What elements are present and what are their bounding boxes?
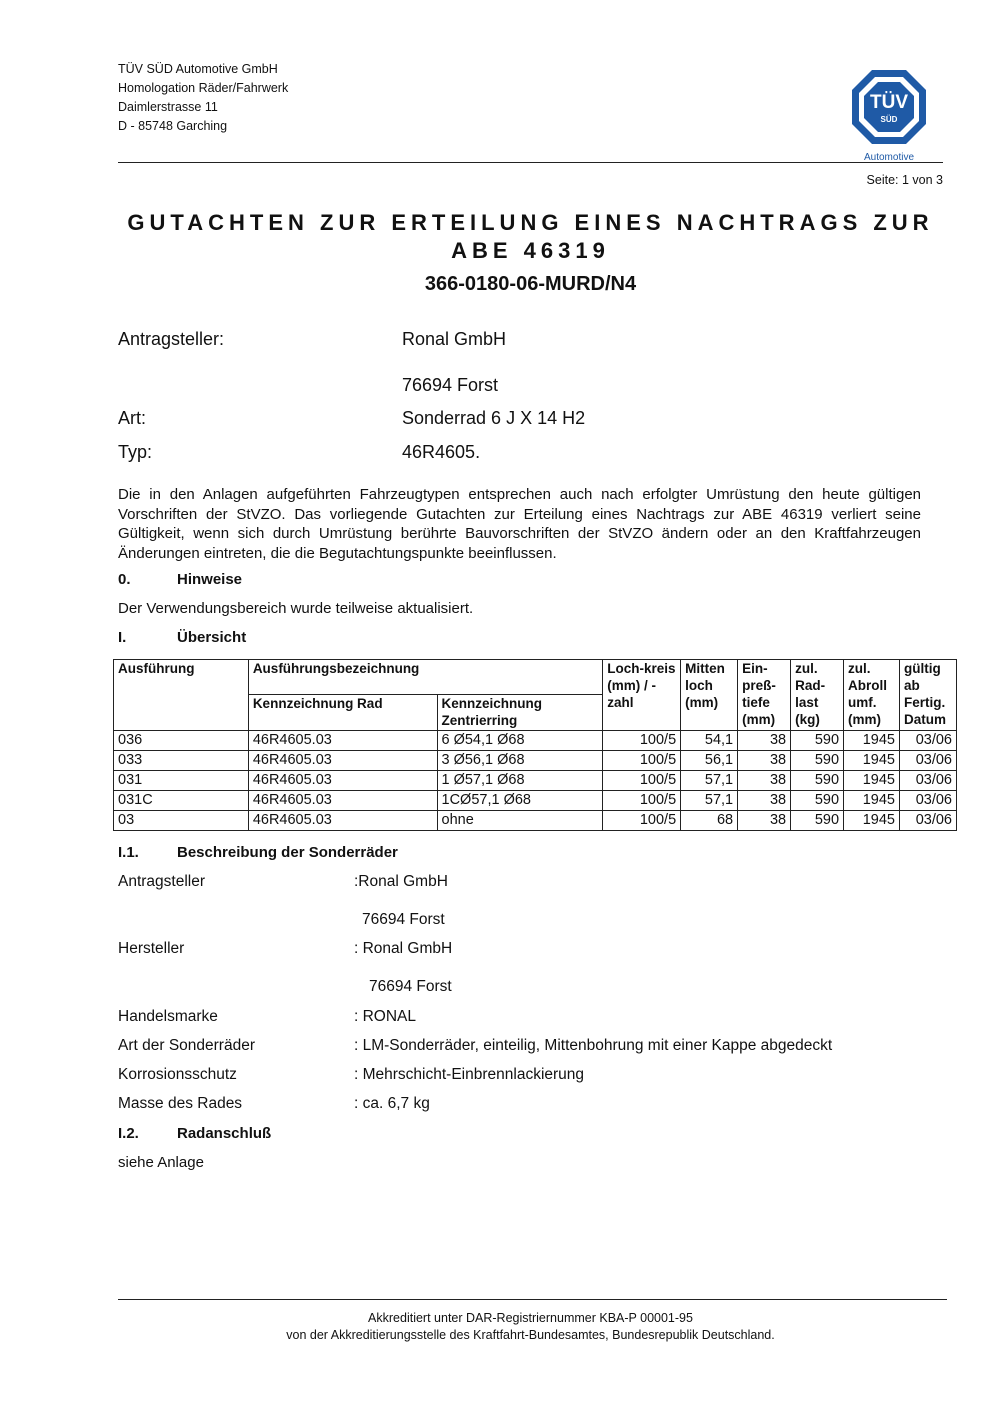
antragsteller-value: :Ronal GmbH xyxy=(354,873,448,890)
footer-divider xyxy=(118,1299,947,1300)
table-row xyxy=(114,791,957,811)
handelsmarke-value: : RONAL xyxy=(354,1008,417,1025)
applicant-name: Ronal GmbH xyxy=(402,329,507,349)
address-line: TÜV SÜD Automotive GmbH xyxy=(118,62,278,76)
logo-text: TÜV xyxy=(870,92,908,113)
section-number: 0. xyxy=(118,571,131,588)
footer-line-2: von der Akkreditierungsstelle des Kraftfahrt-Bundesamtes, Bundesrepublik Deutschland. xyxy=(286,1328,775,1342)
address-line: D - 85748 Garching xyxy=(118,119,228,133)
cell-gueltig: 03/06 xyxy=(899,791,956,811)
col-header-radlast: zul. Rad-last (kg) xyxy=(791,660,844,731)
header-divider xyxy=(118,162,943,163)
section-number: I. xyxy=(118,629,127,646)
cell-mittenloch: 57,1 xyxy=(681,791,738,811)
cell-ausfuehrung: 033 xyxy=(114,751,249,771)
cell-lochkreis: 100/5 xyxy=(603,751,681,771)
cell-einpresstiefe: 38 xyxy=(738,791,791,811)
cell-abrollumfang: 1945 xyxy=(844,751,900,771)
title-line-1: GUTACHTEN ZUR ERTEILUNG EINES NACHTRAGS ZUR xyxy=(127,210,934,235)
cell-kz-rad: 46R4605.03 xyxy=(248,731,437,751)
section-title: Radanschluß xyxy=(177,1125,272,1142)
section-title: Hinweise xyxy=(177,571,243,588)
table-row xyxy=(114,751,957,771)
title-line-2: ABE 46319 xyxy=(451,238,610,263)
applicant-city: 76694 Forst xyxy=(402,375,499,395)
cell-radlast: 590 xyxy=(791,751,844,771)
cell-ausfuehrung: 031 xyxy=(114,771,249,791)
cell-gueltig: 03/06 xyxy=(899,751,956,771)
col-header-kz-zent: Kennzeichnung Zentrierring xyxy=(437,695,603,731)
section-number: I.2. xyxy=(118,1125,139,1142)
table-row xyxy=(114,731,957,751)
cell-mittenloch: 54,1 xyxy=(681,731,738,751)
address-line: Daimlerstrasse 11 xyxy=(118,100,218,114)
art-sonderraeder-label: Art der Sonderräder xyxy=(118,1037,255,1054)
section-title: Übersicht xyxy=(177,629,247,646)
overview-table xyxy=(113,659,957,831)
cell-gueltig: 03/06 xyxy=(899,771,956,791)
cell-mittenloch: 68 xyxy=(681,811,738,831)
intro-paragraph: Die in den Anlagen aufgeführten Fahrzeugtypen entsprechen auch nach erfolgter Umrüstung den heute gültigen Vorschriften der StVZO. Das vorliegende Gutachten zur Erteilung eines Nachtrags zur ABE 46319 verliert seine Gültigkeit, wenn sich durch Umrüstung berührte Bauvorschriften der StVZO ändern oder an den Kraftfahrzeugen Änderungen eintreten, die die Begutachtungspunkte beeinflussen. xyxy=(118,486,921,562)
cell-lochkreis: 100/5 xyxy=(603,811,681,831)
document-title xyxy=(118,209,943,265)
col-header-bezeichnung: Ausführungsbezeichnung xyxy=(248,660,602,695)
address-line: Homologation Räder/Fahrwerk xyxy=(118,81,289,95)
cell-lochkreis: 100/5 xyxy=(603,771,681,791)
col-header-lochkreis: Loch-kreis (mm) / -zahl xyxy=(603,660,681,731)
cell-einpresstiefe: 38 xyxy=(738,731,791,751)
cell-abrollumfang: 1945 xyxy=(844,791,900,811)
col-header-ausfuehrung: Ausführung xyxy=(114,660,249,731)
art-value: Sonderrad 6 J X 14 H2 xyxy=(402,408,586,428)
typ-value: 46R4605. xyxy=(402,442,481,462)
hersteller-label: Hersteller xyxy=(118,940,185,957)
hersteller-city: 76694 Forst xyxy=(369,978,452,995)
cell-mittenloch: 56,1 xyxy=(681,751,738,771)
cell-kz-zent: 6 Ø54,1 Ø68 xyxy=(437,731,603,751)
col-header-abrollumfang: zul. Abroll umf. (mm) xyxy=(844,660,900,731)
cell-abrollumfang: 1945 xyxy=(844,811,900,831)
section-number: I.1. xyxy=(118,844,139,861)
cell-einpresstiefe: 38 xyxy=(738,811,791,831)
col-header-mittenloch: Mitten loch (mm) xyxy=(681,660,738,731)
tuv-octagon-icon xyxy=(848,66,930,164)
korrosionsschutz-value: : Mehrschicht-Einbrennlackierung xyxy=(354,1066,585,1083)
section-1-2-text: siehe Anlage xyxy=(118,1154,204,1171)
masse-label: Masse des Rades xyxy=(118,1095,243,1112)
section-1-2-heading xyxy=(118,1125,271,1142)
cell-gueltig: 03/06 xyxy=(899,811,956,831)
table-row xyxy=(114,811,957,831)
handelsmarke-label: Handelsmarke xyxy=(118,1008,218,1025)
col-header-kz-rad: Kennzeichnung Rad xyxy=(248,695,437,731)
sender-address xyxy=(118,60,288,136)
cell-ausfuehrung: 036 xyxy=(114,731,249,751)
section-0-text: Der Verwendungsbereich wurde teilweise aktualisiert. xyxy=(118,600,474,617)
cell-kz-rad: 46R4605.03 xyxy=(248,751,437,771)
cell-einpresstiefe: 38 xyxy=(738,771,791,791)
cell-kz-zent: 1 Ø57,1 Ø68 xyxy=(437,771,603,791)
cell-mittenloch: 57,1 xyxy=(681,771,738,791)
cell-abrollumfang: 1945 xyxy=(844,731,900,751)
masse-value: : ca. 6,7 kg xyxy=(354,1095,430,1112)
logo-caption: Automotive xyxy=(863,152,915,163)
cell-einpresstiefe: 38 xyxy=(738,751,791,771)
antragsteller-city: 76694 Forst xyxy=(362,911,445,928)
cell-radlast: 590 xyxy=(791,811,844,831)
applicant-label: Antragsteller: xyxy=(118,329,225,349)
tuv-logo xyxy=(848,66,930,164)
art-sonderraeder-value: : LM-Sonderräder, einteilig, Mittenbohrung mit einer Kappe abgedeckt xyxy=(354,1037,833,1054)
cell-kz-rad: 46R4605.03 xyxy=(248,811,437,831)
cell-lochkreis: 100/5 xyxy=(603,731,681,751)
col-header-gueltig: gültig ab Fertig. Datum xyxy=(899,660,956,731)
cell-gueltig: 03/06 xyxy=(899,731,956,751)
korrosionsschutz-label: Korrosionsschutz xyxy=(118,1066,237,1083)
cell-kz-zent: 3 Ø56,1 Ø68 xyxy=(437,751,603,771)
section-1-1-heading xyxy=(118,844,398,861)
section-0-heading xyxy=(118,571,242,588)
footer-line-1: Akkreditiert unter DAR-Registriernummer KBA-P 00001-95 xyxy=(368,1311,693,1325)
page-number: Seite: 1 von 3 xyxy=(866,173,943,187)
section-title: Beschreibung der Sonderräder xyxy=(177,844,398,861)
cell-kz-rad: 46R4605.03 xyxy=(248,791,437,811)
table-row xyxy=(114,771,957,791)
section-1-heading xyxy=(118,629,246,646)
cell-ausfuehrung: 03 xyxy=(114,811,249,831)
cell-abrollumfang: 1945 xyxy=(844,771,900,791)
cell-ausfuehrung: 031C xyxy=(114,791,249,811)
cell-lochkreis: 100/5 xyxy=(603,791,681,811)
document-number: 366-0180-06-MURD/N4 xyxy=(424,273,637,295)
cell-kz-rad: 46R4605.03 xyxy=(248,771,437,791)
typ-label: Typ: xyxy=(118,442,153,462)
art-label: Art: xyxy=(118,408,147,428)
cell-kz-zent: 1CØ57,1 Ø68 xyxy=(437,791,603,811)
cell-radlast: 590 xyxy=(791,731,844,751)
cell-radlast: 590 xyxy=(791,791,844,811)
logo-subtext: SÜD xyxy=(880,115,898,124)
hersteller-value: : Ronal GmbH xyxy=(354,940,453,957)
cell-kz-zent: ohne xyxy=(437,811,603,831)
col-header-einpresstiefe: Ein-preß-tiefe (mm) xyxy=(738,660,791,731)
cell-radlast: 590 xyxy=(791,771,844,791)
antragsteller-label: Antragsteller xyxy=(118,873,206,890)
